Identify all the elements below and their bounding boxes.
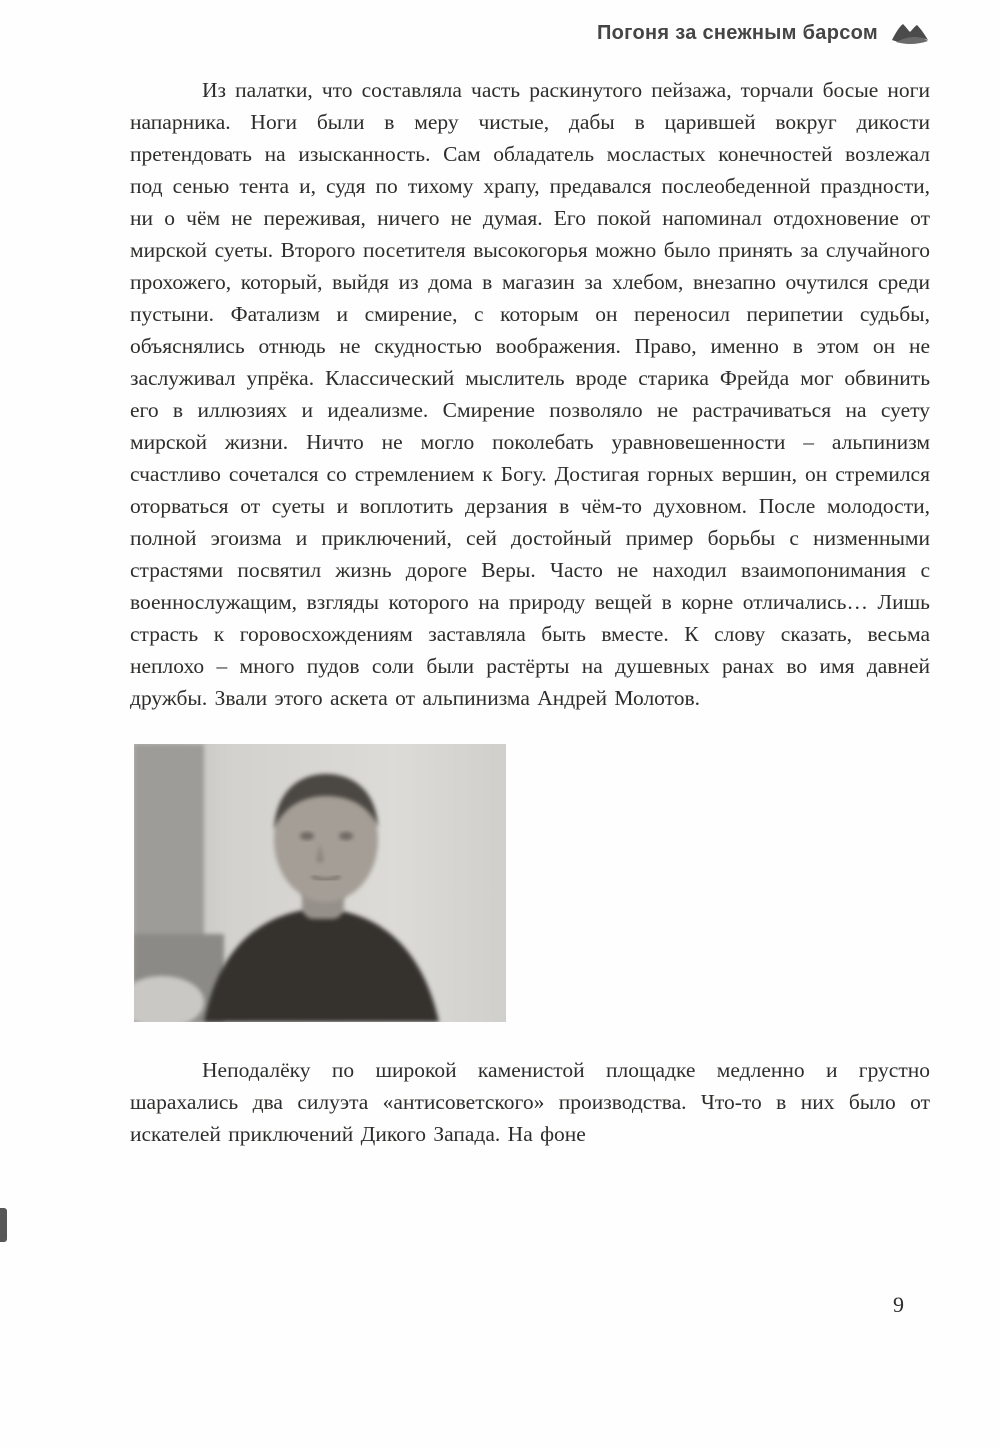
running-head	[130, 16, 930, 50]
portrait-photo	[134, 744, 506, 1022]
paragraph: Неподалёку по широкой каменистой площадке медленно и грустно шарахались два силуэта «антисоветского» производства. Что-то в них было от искателей приключений Дикого Запада. На фоне	[130, 1058, 930, 1146]
page-body	[130, 74, 930, 1150]
scan-artifact	[0, 1208, 7, 1242]
running-head-title: Погоня за снежным барсом	[596, 21, 878, 44]
paragraph: Из палатки, что составляла часть раскинутого пейзажа, торчали босые ноги напарника. Ноги были в меру чистые, дабы в царившей вокруг дикости претендовать на изысканность. Сам обладатель мосластых конечностей возлежал под сенью тента и, судя по тихому храпу, предавался послеобеденной праздности, ни о чём не переживая, ничего не думая. Его покой напоминал отдохновение от мирской суеты. Второго посетителя высокогорья можно было принять за случайного прохожего, который, выйдя из дома в магазин за хлебом, внезапно очутился среди пустыни. Фатализм и смирение, с которым он переносил перипетии судьбы, объяснялись отнюдь не скудностью воображения. Право, именно в этом он не заслуживал упрёка. Классический мыслитель вроде старика Фрейда мог обвинить его в иллюзиях и идеализме. Смирение позволяло не растрачиваться на суету мирской жизни. Ничто не могло поколебать уравновешенности – альпинизм счастливо сочетался со стремлением к Богу. Достигая горных вершин, он стремился оторваться от суеты и воплотить дерзания в чём-то духовном. После молодости, полной эгоизма и приключений, сей достойный пример борьбы с низменными страстями посвятил жизнь дороге Веры. Часто не находил взаимопонимания с военнослужащим, взгляды которого на природу вещей в корне отличались… Лишь страсть к горовосхождениям заставляла быть вместе. К слову сказать, весьма неплохо – много пудов соли были растёрты на душевных ранах во имя давней дружбы. Звали этого аскета от альпинизма Андрей Молотов.	[130, 78, 930, 710]
mountain-logo-icon	[890, 20, 930, 46]
page-number: 9	[893, 1292, 904, 1317]
